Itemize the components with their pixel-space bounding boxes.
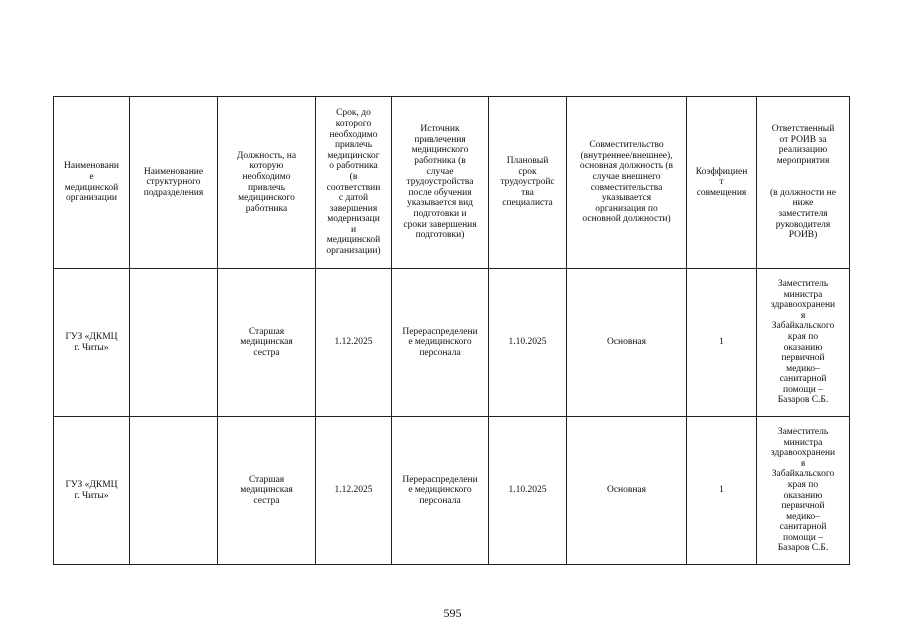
table-row bbox=[54, 417, 850, 565]
table-header-row bbox=[54, 97, 850, 269]
header-department: Наименование структурного подразделения bbox=[130, 97, 218, 269]
page-number: 595 bbox=[443, 606, 462, 620]
header-source: Источник привлечения медицинского работника (в случае трудоустройства после обучения указывается вид подготовки и сроки завершения подготовки) bbox=[392, 97, 489, 269]
table-row bbox=[54, 269, 850, 417]
staffing-table bbox=[53, 96, 850, 565]
cell-planned-date: 1.10.2025 bbox=[489, 269, 567, 417]
header-responsible: Ответственный от РОИВ за реализацию мероприятия (в должности не ниже заместителя руководителя РОИВ) bbox=[757, 97, 850, 269]
cell-combination: Основная bbox=[567, 417, 687, 565]
cell-department bbox=[130, 269, 218, 417]
header-combination: Совместительство (внутреннее/внешнее), основная должность (в случае внешнего совместительства указывается организация по основной должности) bbox=[567, 97, 687, 269]
cell-source: Перераспределени е медицинского персонала bbox=[392, 269, 489, 417]
cell-responsible: Заместитель министра здравоохранени я Забайкальского края по оказанию первичной медико– санитарной помощи – Базаров С.Б. bbox=[757, 417, 850, 565]
cell-combination: Основная bbox=[567, 269, 687, 417]
cell-position: Старшая медицинская сестра bbox=[218, 417, 316, 565]
cell-planned-date: 1.10.2025 bbox=[489, 417, 567, 565]
cell-department bbox=[130, 417, 218, 565]
cell-deadline: 1.12.2025 bbox=[316, 417, 392, 565]
cell-organization: ГУЗ «ДКМЦ г. Читы» bbox=[54, 269, 130, 417]
header-planned-date: Плановый срок трудоустройс тва специалиста bbox=[489, 97, 567, 269]
cell-coefficient: 1 bbox=[687, 417, 757, 565]
header-position: Должность, на которую необходимо привлечь медицинского работника bbox=[218, 97, 316, 269]
cell-position: Старшая медицинская сестра bbox=[218, 269, 316, 417]
cell-coefficient: 1 bbox=[687, 269, 757, 417]
cell-deadline: 1.12.2025 bbox=[316, 269, 392, 417]
header-deadline: Срок, до которого необходимо привлечь медицинског о работника (в соответствии с датой завершения модернизаци и медицинской организации) bbox=[316, 97, 392, 269]
cell-responsible: Заместитель министра здравоохранени я Забайкальского края по оказанию первичной медико– санитарной помощи – Базаров С.Б. bbox=[757, 269, 850, 417]
header-organization: Наименовани е медицинской организации bbox=[54, 97, 130, 269]
cell-source: Перераспределени е медицинского персонала bbox=[392, 417, 489, 565]
header-coefficient: Коэффициен т совмещения bbox=[687, 97, 757, 269]
cell-organization: ГУЗ «ДКМЦ г. Читы» bbox=[54, 417, 130, 565]
